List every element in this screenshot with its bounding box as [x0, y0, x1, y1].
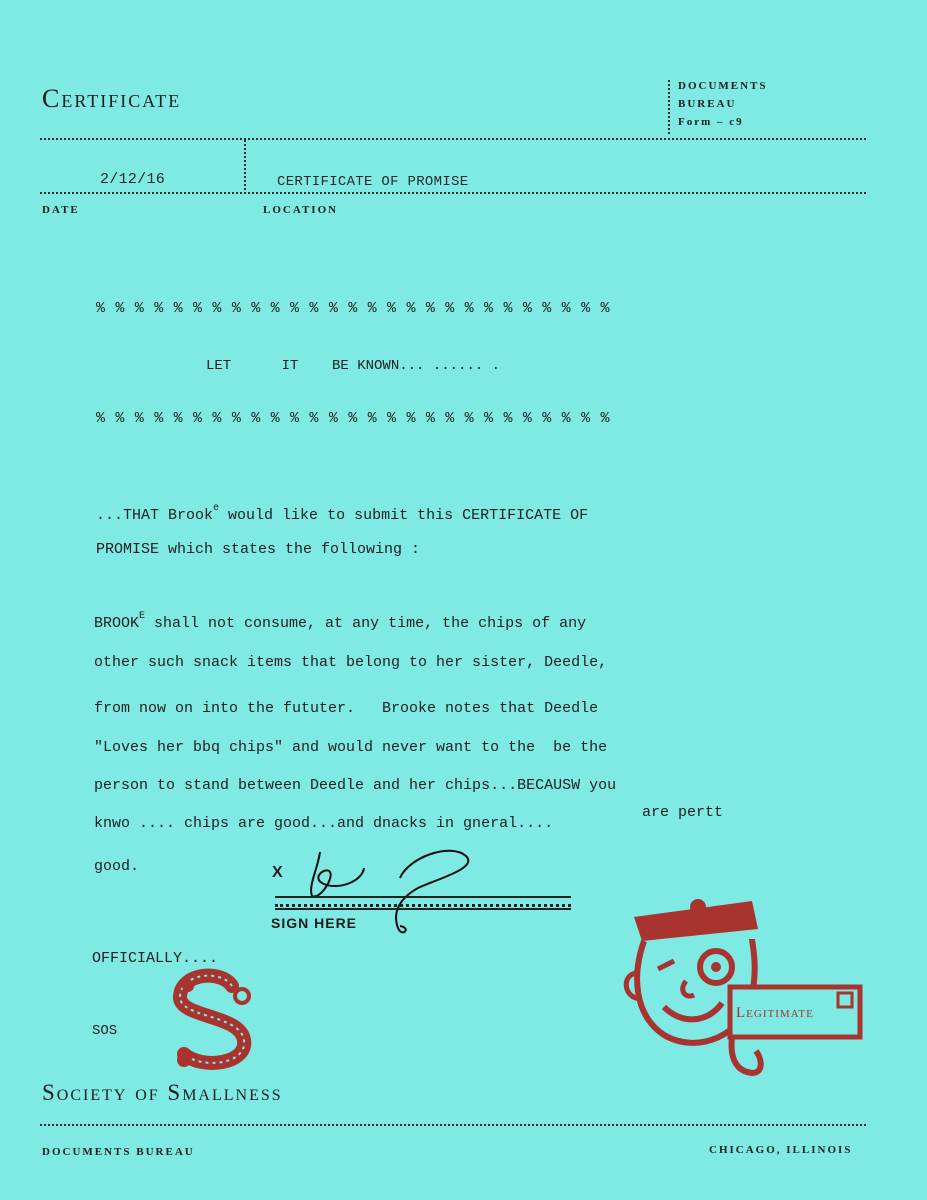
- sos-initials: SOS: [92, 1023, 118, 1039]
- promise-line-7: good.: [94, 858, 140, 875]
- header-rule: [40, 138, 866, 140]
- promise-line-1: $BROOK^E$ shall not consume, at any time, the chips of any: [94, 611, 587, 632]
- bureau-line-2: BUREAU: [678, 98, 737, 110]
- promise-line-6: knwo .... chips are good...and dnacks in gneral....: [94, 815, 554, 832]
- officially-label: OFFICIALLY....: [92, 950, 219, 967]
- footer-right: CHICAGO, ILLINOIS: [709, 1144, 853, 1156]
- legitimate-text: Legitimate: [736, 1005, 814, 1021]
- percent-row-top: % % % % % % % % % % % % % % % % % % % % % % % % % % %: [96, 300, 611, 317]
- certificate-title: Certificate: [42, 84, 182, 113]
- header-divider: [668, 80, 670, 134]
- percent-row-bottom: % % % % % % % % % % % % % % % % % % % % % % % % % % %: [96, 410, 611, 427]
- field-rule: [40, 192, 866, 194]
- paragraph-1-line-1: ...THAT Brook$^e$ would like to submit this CERTIFICATE OF: [96, 503, 589, 524]
- date-value: 2/12/16: [100, 171, 166, 188]
- footer-rule: [40, 1124, 866, 1126]
- signature-line-lower: [275, 908, 571, 910]
- paragraph-1-line-2: PROMISE which states the following :: [96, 541, 421, 558]
- date-label: DATE: [42, 204, 80, 216]
- ornate-s-stamp: [162, 966, 266, 1074]
- signature-x: X: [272, 864, 283, 881]
- sign-here-label: SIGN HERE: [271, 915, 358, 931]
- location-value: CERTIFICATE OF PROMISE: [277, 174, 469, 190]
- field-divider: [244, 140, 246, 190]
- promise-line-2: other such snack items that belong to her sister, Deedle,: [94, 654, 608, 671]
- signature-line: [275, 896, 571, 907]
- signature-scribble: [290, 838, 490, 948]
- form-number: Form – c9: [678, 116, 744, 128]
- promise-tail: are pertt: [642, 804, 724, 821]
- promise-line-5: person to stand between Deedle and her chips...BECAUSW you: [94, 777, 617, 794]
- legitimate-stamp: [612, 895, 872, 1085]
- promise-line-4: "Loves her bbq chips" and would never want to the be the: [94, 739, 608, 756]
- promise-line-3: from now on into the fututer. Brooke notes that Deedle: [94, 700, 599, 717]
- bureau-line-1: DOCUMENTS: [678, 80, 768, 92]
- let-it-be-known: LET IT BE KNOWN... ...... .: [206, 358, 501, 374]
- location-label: LOCATION: [263, 204, 339, 216]
- footer-left: DOCUMENTS BUREAU: [42, 1146, 195, 1158]
- society-name: Society of Smallness: [42, 1080, 283, 1105]
